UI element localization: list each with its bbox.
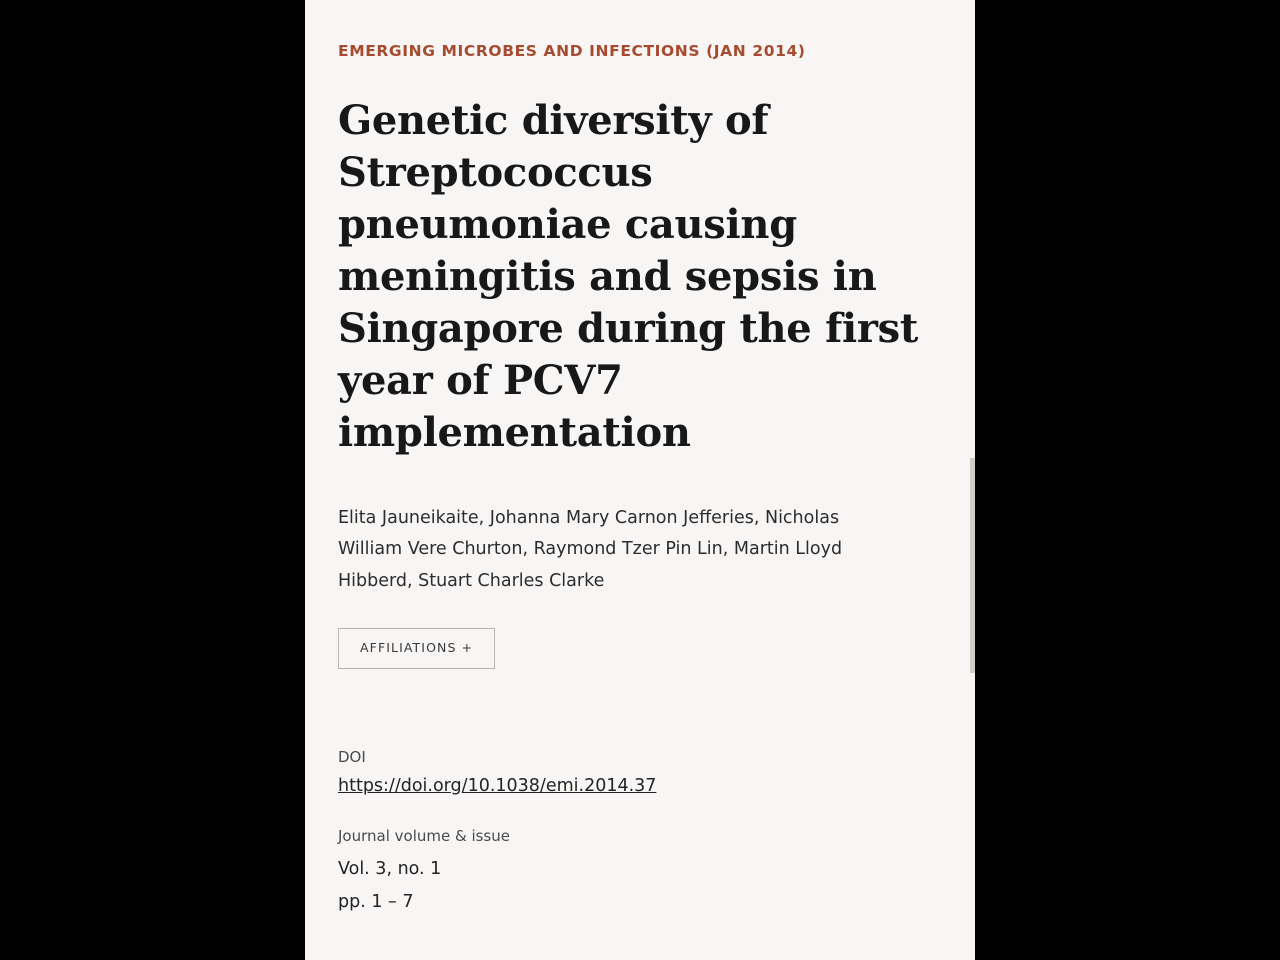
journal-name-and-date: EMERGING MICROBES AND INFECTIONS (JAN 2014): [338, 42, 806, 60]
page-title: Genetic diversity of Streptococcus pneumoniae causing meningitis and sepsis in Singapore during the first year of PCV7 implementation: [338, 96, 919, 456]
article-metadata: [338, 747, 931, 918]
author-list: Elita Jauneikaite, Johanna Mary Carnon Jefferies, Nicholas William Vere Churton, Raymond Tzer Pin Lin, Martin Lloyd Hibberd, Stuart Charles Clarke: [338, 507, 843, 592]
article-panel: [305, 0, 975, 960]
doi-link[interactable]: https://doi.org/10.1038/emi.2014.37: [338, 775, 657, 796]
journal-volume-label: Journal volume & issue: [338, 827, 510, 846]
journal-volume-value: Vol. 3, no. 1: [338, 859, 442, 880]
page-range-value: pp. 1 – 7: [338, 891, 414, 912]
scrollbar[interactable]: [970, 458, 975, 673]
article-content: [305, 0, 975, 918]
doi-label: DOI: [338, 747, 366, 766]
affiliations-toggle-button[interactable]: AFFILIATIONS +: [338, 628, 495, 669]
